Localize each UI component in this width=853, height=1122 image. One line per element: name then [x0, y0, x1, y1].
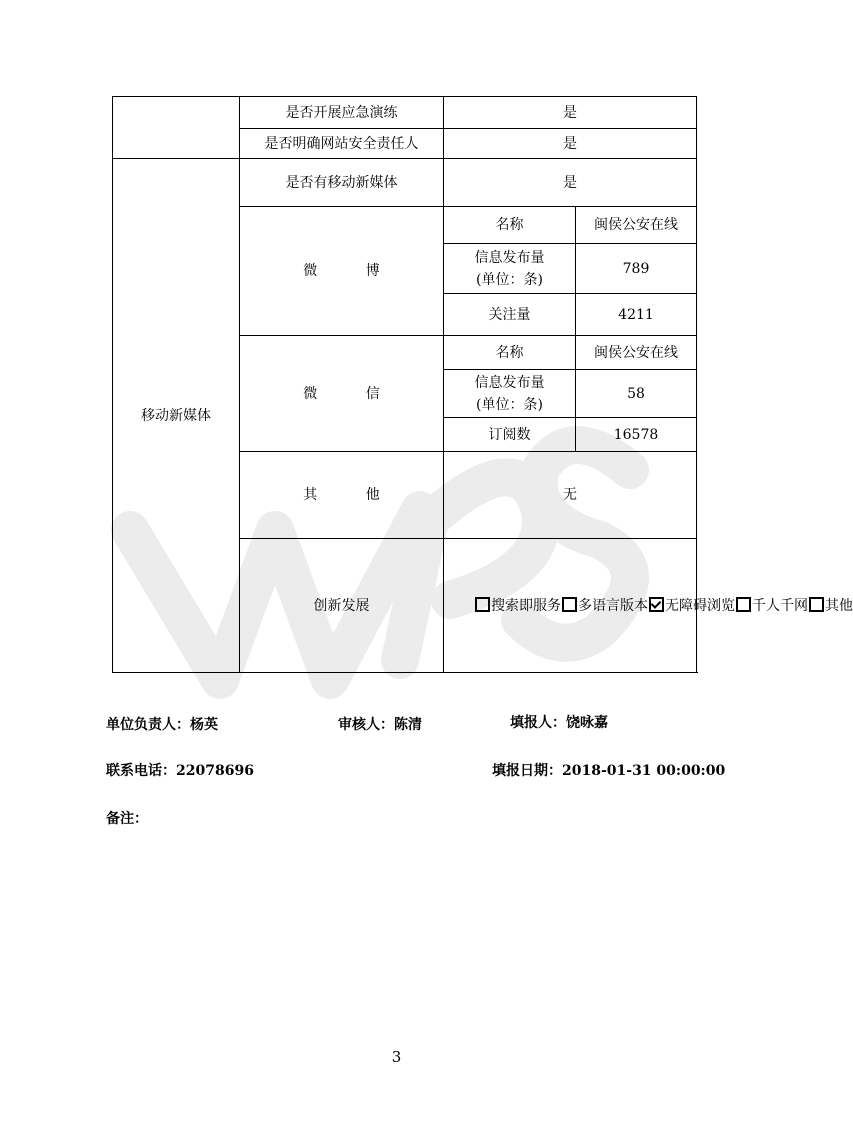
drill-label: 是否开展应急演练: [240, 97, 444, 129]
other-value: 无: [444, 452, 697, 539]
weixin-posts-label-line1: 信息发布量: [474, 374, 545, 391]
table-row: [113, 97, 697, 129]
drill-value: 是: [444, 97, 697, 129]
weibo-name-value: 闽侯公安在线: [576, 207, 697, 244]
weixin-name-value: 闽侯公安在线: [576, 336, 697, 370]
weibo-followers-value: 4211: [576, 294, 697, 336]
media-section-label: 移动新媒体: [113, 159, 240, 673]
contact-phone: 联系电话：22078696: [106, 763, 254, 779]
reviewer: 审核人：陈清: [338, 717, 422, 733]
weixin-label: 微 信: [240, 336, 444, 452]
checkbox[interactable]: [562, 597, 577, 612]
table-row: [113, 159, 697, 207]
weibo-posts-label-line1: 信息发布量: [474, 249, 545, 266]
weixin-subs-value: 16578: [576, 418, 697, 452]
fill-date: 填报日期：2018-01-31 00:00:00: [492, 763, 726, 779]
report-table: [112, 96, 853, 673]
weibo-name-label: 名称: [444, 207, 576, 244]
option-other: 其他: [808, 598, 853, 614]
filler: 填报人：饶咏嘉: [510, 715, 608, 731]
security-owner-value: 是: [444, 129, 697, 159]
weibo-posts-label-line2: (单位：条): [476, 271, 543, 288]
media-question-value: 是: [444, 159, 697, 207]
media-question-label: 是否有移动新媒体: [240, 159, 444, 207]
checkbox[interactable]: [809, 597, 824, 612]
weixin-subs-label: 订阅数: [444, 418, 576, 452]
security-owner-label: 是否明确网站安全责任人: [240, 129, 444, 159]
innovation-label: 创新发展: [240, 539, 444, 673]
checkbox[interactable]: [475, 597, 490, 612]
innovation-options: [444, 539, 853, 673]
weibo-followers-label: 关注量: [444, 294, 576, 336]
unit-head: 单位负责人：杨英: [106, 717, 218, 733]
weixin-posts-value: 58: [576, 370, 697, 418]
page-number: 3: [391, 1048, 402, 1066]
option-multilingual: 多语言版本: [561, 598, 648, 614]
weibo-posts-label: [444, 244, 576, 294]
blank-cell: [113, 97, 240, 159]
option-personalized: 千人千网: [735, 598, 808, 614]
checkbox[interactable]: [736, 597, 751, 612]
weibo-label: 微 博: [240, 207, 444, 336]
remark-label: 备注：: [106, 811, 148, 827]
option-search-as-service: 搜索即服务: [474, 598, 561, 614]
other-label: 其 他: [240, 452, 444, 539]
weibo-posts-value: 789: [576, 244, 697, 294]
weixin-posts-label-line2: (单位：条): [476, 396, 543, 413]
option-accessibility: 无障碍浏览: [648, 598, 735, 614]
checkbox[interactable]: [649, 597, 664, 612]
weixin-posts-label: [444, 370, 576, 418]
weixin-name-label: 名称: [444, 336, 576, 370]
